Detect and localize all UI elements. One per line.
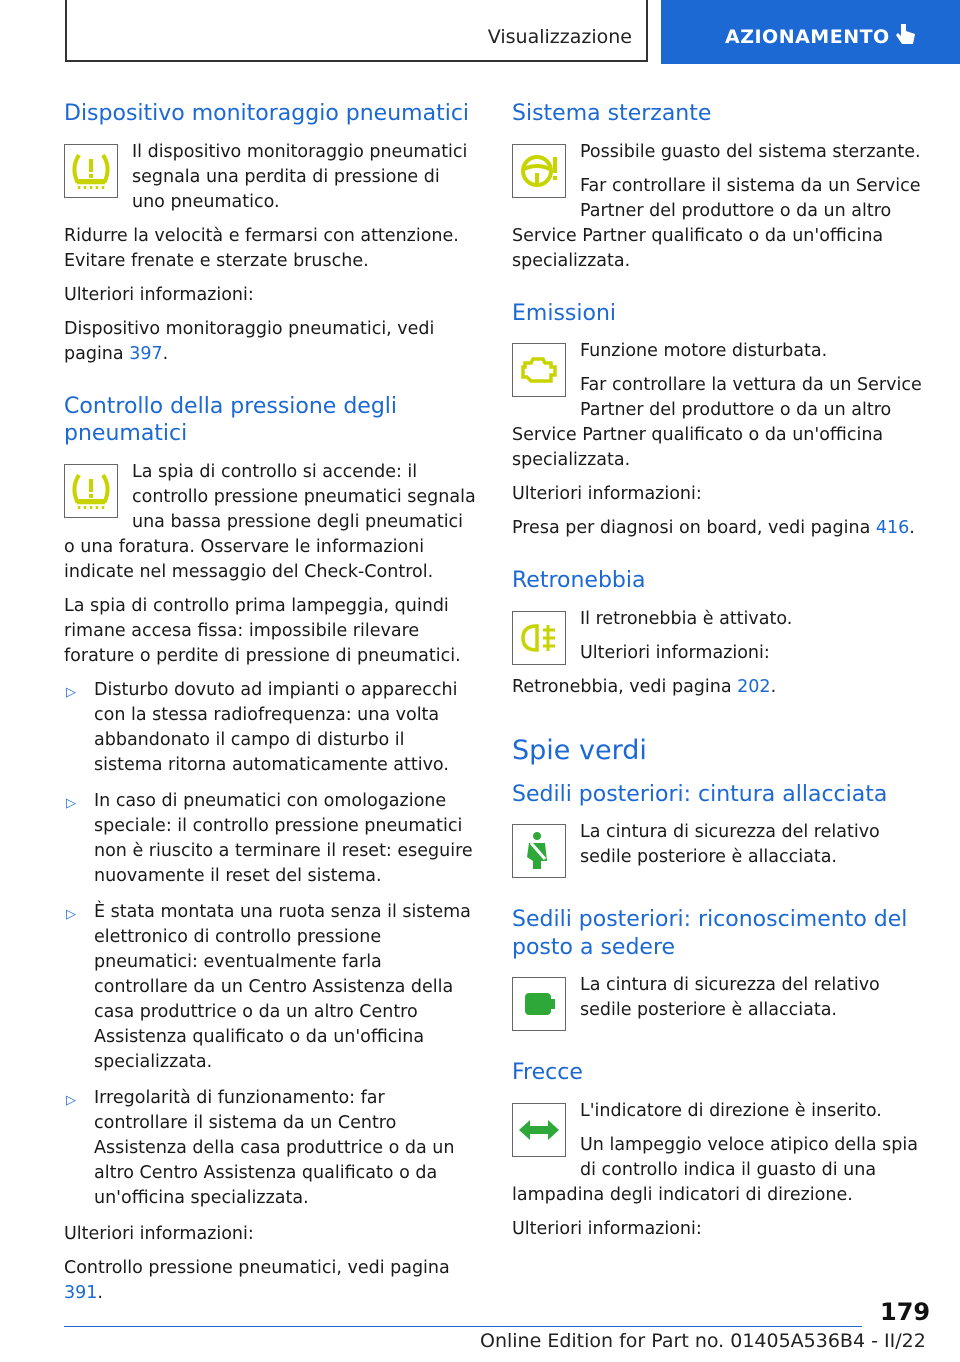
triangle-bullet-icon: ▷ <box>66 684 76 700</box>
header-chapter-tab[interactable] <box>661 0 960 64</box>
tire-pressure-warning-icon <box>64 464 118 518</box>
bullet-item: ▷ In caso di pneumatici con omologazione speciale: il controllo pressione pneumatici non è riuscito a terminare il reset: eseguire nuovamente il reset del sistema. <box>66 790 473 886</box>
section-paragraph: Funzione motore disturbata. <box>580 341 828 361</box>
engine-check-icon <box>512 343 566 397</box>
section-tire-pressure-control <box>64 393 478 1306</box>
bullet-item: ▷ Irregolarità di funzionamento: far controllare il sistema da un Centro Assistenza della casa produttrice o da un altro Centro Assistenza qualificato o da un'officina specializzata. <box>66 1087 455 1208</box>
section-paragraph: La cintura di sicurezza del relativo sedile posteriore è allacciata. <box>580 822 880 868</box>
bullet-item: ▷ Disturbo dovuto ad impianti o apparecchi con la stessa radiofrequenza: una volta abbandonato il campo di disturbo il sistema ritorna automaticamente attivo. <box>66 679 458 775</box>
page-link[interactable]: 391 <box>64 1282 98 1303</box>
steering-warning-icon <box>512 144 566 198</box>
section-rear-fog <box>512 567 926 709</box>
section-title: Sistema sterzante <box>512 101 712 126</box>
section-title: Frecce <box>512 1060 583 1086</box>
section-paragraph: L'indicatore di direzione è inserito. <box>580 1100 882 1121</box>
page-reference: Dispositivo monitoraggio pneumatici, vedi pagina 397. <box>64 318 435 364</box>
page-reference: Presa per diagnosi on board, vedi pagina 416. <box>512 518 915 538</box>
left-column <box>64 100 478 1332</box>
section-paragraph: Ulteriori informazioni: <box>580 642 770 663</box>
section-title: Sedili posteriori: cintura allacciata <box>512 781 888 807</box>
section-paragraph: Ulteriori informazioni: <box>64 284 254 305</box>
section-paragraph: Ulteriori informazioni: <box>512 484 702 504</box>
section-paragraph: Ulteriori informazioni: <box>512 1218 702 1239</box>
triangle-bullet-icon: ▷ <box>66 906 76 922</box>
header-chapter-label: AZIONAMENTO <box>725 26 890 48</box>
hand-pointer-icon <box>895 22 917 52</box>
turn-signal-arrows-icon <box>512 1103 566 1157</box>
page-link[interactable]: 397 <box>129 343 163 364</box>
section-title: Emissioni <box>512 300 616 326</box>
section-title: Retronebbia <box>512 568 646 593</box>
section-paragraph: Possibile guasto del sistema sterzante. <box>580 141 921 162</box>
chapter-heading: Spie verdi <box>512 734 647 766</box>
section-title: Sedili posteriori: riconoscimento del posto a sedere <box>512 907 908 960</box>
seat-occupancy-icon <box>512 977 566 1031</box>
section-intro: La spia di controllo si accende: il controllo pressione pneumatici segnala una bassa pressione degli pneumatici o una foratura. Osservare le informazioni indicate nel messaggio del Check-Control. <box>64 461 476 582</box>
right-column <box>512 100 926 1268</box>
bullet-item: ▷ È stata montata una ruota senza il sistema elettronico di controllo pressione pneumatici: eventualmente farla controllare da un Centro Assistenza della casa produttrice o da un altro Centro Assistenza qualificato o da un'officina specializzata. <box>66 901 471 1072</box>
header-section-box <box>65 0 648 62</box>
section-intro: Il dispositivo monitoraggio pneumatici segnala una perdita di pressione di uno pneumatico. <box>132 141 468 212</box>
rear-fog-light-icon <box>512 611 566 665</box>
section-paragraph: Un lampeggio veloce atipico della spia di controllo indica il guasto di una lampadina degli indicatori di direzione. <box>512 1134 918 1205</box>
section-paragraph: Far controllare la vettura da un Service Partner del produttore o da un altro Service Partner qualificato o da un'officina specializzata. <box>512 375 922 470</box>
footer-edition: Online Edition for Part no. 01405A536B4 - II/22 <box>480 1330 926 1352</box>
section-emissions <box>512 300 926 542</box>
header-section-title: Visualizzazione <box>487 26 632 48</box>
section-title: Controllo della pressione degli pneumatici <box>64 393 398 446</box>
section-paragraph: Ulteriori informazioni: <box>64 1223 254 1244</box>
footer-divider <box>64 1326 862 1327</box>
page-link[interactable]: 202 <box>737 676 771 697</box>
page-reference: Controllo pressione pneumatici, vedi pagina 391. <box>64 1257 450 1303</box>
page-number: 179 <box>880 1298 931 1326</box>
triangle-bullet-icon: ▷ <box>66 795 76 811</box>
section-paragraph: Far controllare il sistema da un Service Partner del produttore o da un altro Service Partner qualificato o da un'officina specializzata. <box>512 175 921 271</box>
section-tire-monitor <box>64 100 478 367</box>
section-steering <box>512 100 926 274</box>
section-rear-seat-detect <box>512 906 926 1033</box>
section-paragraph: Ridurre la velocità e fermarsi con attenzione. Evitare frenate e sterzate brusche. <box>64 225 459 271</box>
section-title: Dispositivo monitoraggio pneumatici <box>64 101 470 126</box>
section-turn-signals <box>512 1059 926 1242</box>
page-link[interactable]: 416 <box>875 518 910 538</box>
tire-pressure-warning-icon <box>64 144 118 198</box>
section-rear-belt <box>512 781 926 881</box>
page-reference: Retronebbia, vedi pagina 202. <box>512 676 777 697</box>
section-paragraph: La cintura di sicurezza del relativo sedile posteriore è allacciata. <box>580 975 880 1021</box>
section-paragraph: La spia di controllo prima lampeggia, quindi rimane accesa fissa: impossibile rilevare forature o perdite di pressione di pneumatici. <box>64 595 461 666</box>
triangle-bullet-icon: ▷ <box>66 1092 76 1108</box>
seatbelt-icon <box>512 824 566 878</box>
section-paragraph: Il retronebbia è attivato. <box>580 608 793 629</box>
